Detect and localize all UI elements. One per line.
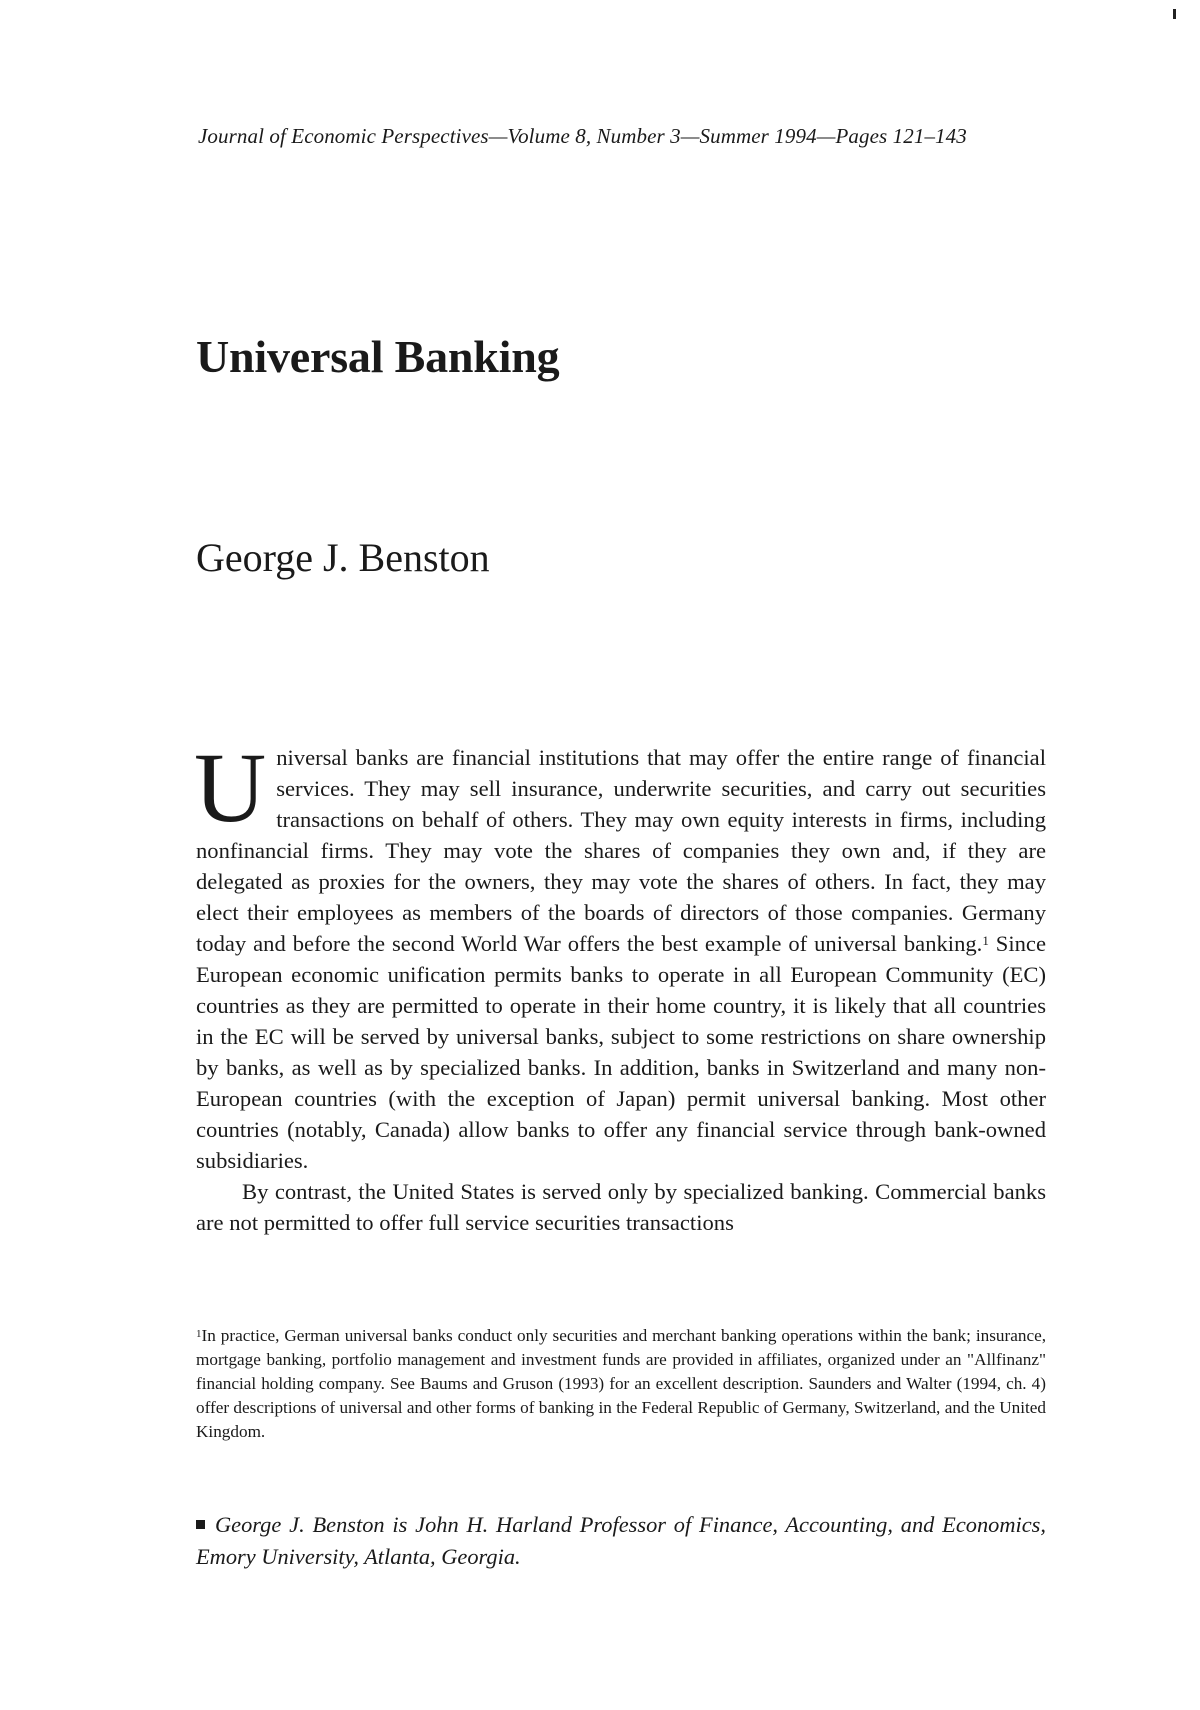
running-head: Journal of Economic Perspectives—Volume 8, Number 3—Summer 1994—Pages 121–143 xyxy=(198,124,967,148)
author-name: George J. Benston xyxy=(196,535,490,580)
author-affiliation-text: George J. Benston is John H. Harland Professor of Finance, Accounting, and Economics, Emory University, Atlanta, Georgia. xyxy=(196,1512,1046,1569)
drop-cap: U xyxy=(194,732,267,843)
square-bullet-icon xyxy=(196,1520,205,1529)
footnote-text: In practice, German universal banks conduct only securities and merchant banking operations within the bank; insurance, mortgage banking, portfolio management and investment funds are provided in affiliates, organized under an "Allfinanz" financial holding company. See Baums and Gruson (1993) for an excellent description. Saunders and Walter (1994, ch. 4) offer descriptions of universal and other forms of banking in the Federal Republic of Germany, Switzerland, and the United Kingdom. xyxy=(196,1326,1046,1441)
author-affiliation-note xyxy=(196,1509,1046,1573)
scan-mark xyxy=(1173,9,1176,19)
footnote-marker: 1 xyxy=(196,1328,202,1340)
article-body xyxy=(194,732,1046,1238)
paragraph-1-text-b: Since European economic unification permits banks to operate in all European Community (EC) countries as they are permitted to operate in their home country, it is likely that all countries in the EC will be served by universal banks, subject to some restrictions on share ownership by banks, as well as by specialized banks. In addition, banks in Switzerland and many non-European countries (with the exception of Japan) permit universal banking. Most other countries (notably, Canada) allow banks to offer any financial service through bank-owned subsidiaries. xyxy=(196,931,1046,1173)
paragraph-1-text-a: niversal banks are financial institutions that may offer the entire range of financial services. They may sell insurance, underwrite securities, and carry out securities transactions on behalf of others. They may own equity interests in firms, including nonfinancial firms. They may vote the shares of companies they own and, if they are delegated as proxies for the owners, they may vote the shares of others. In fact, they may elect their employees as members of the boards of directors of those companies. Germany today and before the second World War offers the best example of universal banking. xyxy=(196,745,1046,956)
footnote-1 xyxy=(196,1324,1046,1444)
paragraph-2: By contrast, the United States is served only by specialized banking. Commercial banks are not permitted to offer full service securities transactions xyxy=(196,1179,1046,1235)
article-title: Universal Banking xyxy=(196,331,560,382)
paragraph-1 xyxy=(194,732,1046,1176)
footnote-reference-1[interactable]: 1 xyxy=(982,933,989,948)
